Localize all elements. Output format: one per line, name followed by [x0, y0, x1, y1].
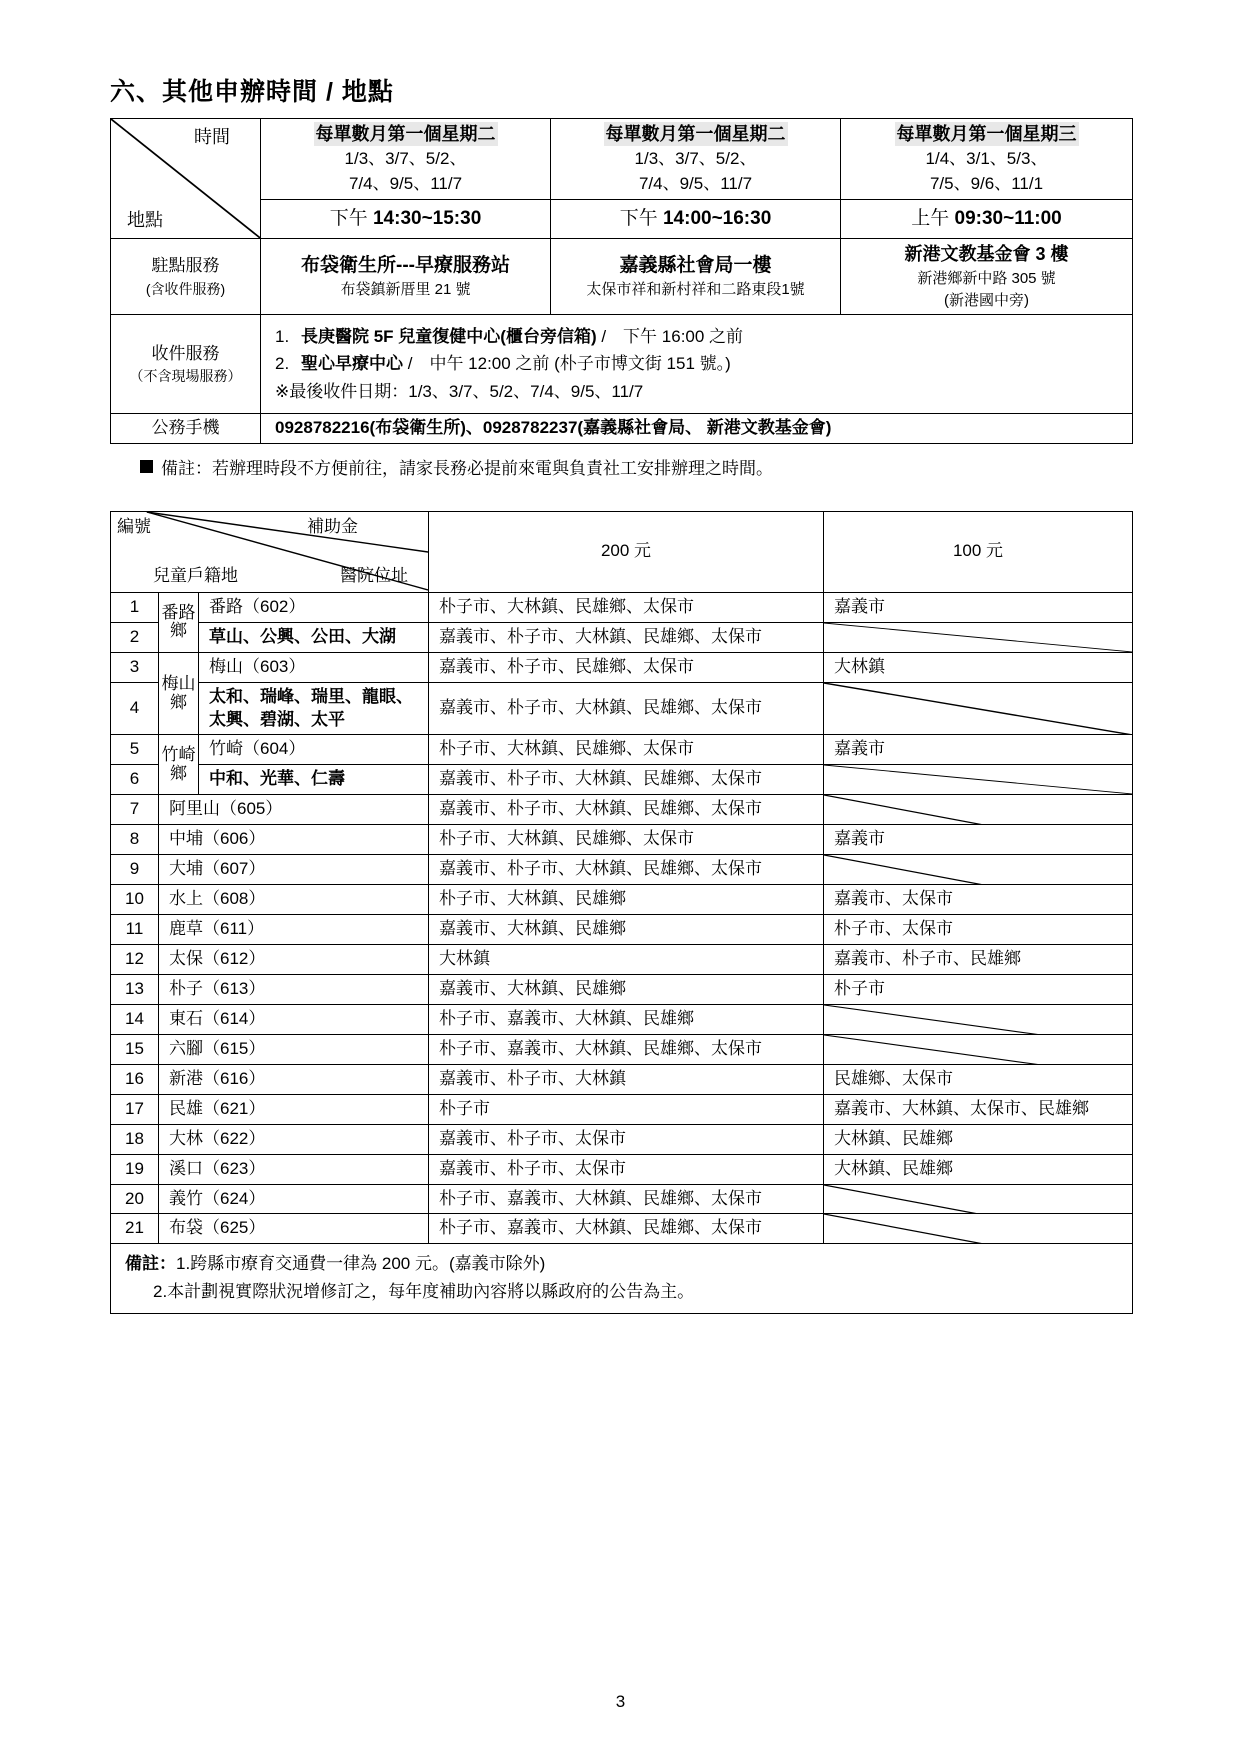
row-area: 太和、瑞峰、瑞里、龍眼、太興、碧湖、太平	[199, 682, 429, 735]
row-subsidy-200: 嘉義市、大林鎮、民雄鄉	[429, 974, 824, 1004]
table-row	[111, 1004, 1133, 1034]
table-row	[111, 622, 1133, 652]
header-amount-100: 100 元	[824, 511, 1133, 592]
table-row	[111, 1184, 1133, 1214]
schedule-dates-line2: 7/4、9/5、11/7	[348, 173, 463, 193]
row-area: 大林（622）	[159, 1124, 429, 1154]
row-subsidy-100-empty	[824, 1034, 1133, 1064]
row-subsidy-100: 嘉義市、朴子市、民雄鄉	[824, 945, 1133, 975]
row-subsidy-100-empty	[824, 1214, 1133, 1244]
table-row	[111, 238, 1133, 314]
row-area: 新港（616）	[159, 1064, 429, 1094]
row-no: 7	[111, 795, 159, 825]
row-subsidy-100: 大林鎮、民雄鄉	[824, 1124, 1133, 1154]
row-subsidy-200: 嘉義市、朴子市、大林鎮	[429, 1064, 824, 1094]
row-subsidy-100: 嘉義市	[824, 825, 1133, 855]
row-subsidy-100: 大林鎮、民雄鄉	[824, 1154, 1133, 1184]
row-area: 布袋（625）	[159, 1214, 429, 1244]
station-name: 布袋衛生所---早療服務站	[301, 254, 510, 276]
header-label-no: 編號	[117, 516, 151, 536]
receive-deadline: ※最後收件日期：1/3、3/7、5/2、7/4、9/5、11/7	[275, 381, 644, 401]
strike-diagonal-icon	[824, 1005, 1132, 1034]
row-subsidy-100-empty	[824, 1004, 1133, 1034]
schedule-heading: 每單數月第一個星期二	[314, 122, 498, 146]
row-area: 中和、光華、仁壽	[199, 765, 429, 795]
receive-item-number: 1.	[275, 327, 290, 347]
station-address: 布袋鎮新厝里 21 號	[340, 281, 471, 299]
schedule-time-1	[261, 200, 551, 239]
table-row	[111, 795, 1133, 825]
row-no: 17	[111, 1094, 159, 1124]
schedule-dates-line1: 1/3、3/7、5/2、	[634, 148, 757, 168]
row-subsidy-100: 嘉義市、大林鎮、太保市、民雄鄉	[824, 1094, 1133, 1124]
schedule-dates-line1: 1/4、3/1、5/3、	[925, 148, 1048, 168]
schedule-table	[110, 118, 1133, 444]
table-row	[111, 1214, 1133, 1244]
row-subsidy-100: 朴子市	[824, 974, 1133, 1004]
row-subsidy-200: 朴子市、嘉義市、大林鎮、民雄鄉、太保市	[429, 1214, 824, 1244]
row-subsidy-200: 嘉義市、大林鎮、民雄鄉	[429, 915, 824, 945]
row-subsidy-200: 嘉義市、朴子市、太保市	[429, 1154, 824, 1184]
station-cell-2	[551, 238, 841, 314]
strike-diagonal-icon	[824, 765, 1132, 794]
time-prefix: 下午	[329, 208, 373, 230]
row-area: 中埔（606）	[159, 825, 429, 855]
row-subsidy-100-empty	[824, 682, 1133, 735]
schedule-time-3	[841, 200, 1133, 239]
table-row	[111, 1124, 1133, 1154]
row-subsidy-100-empty	[824, 622, 1133, 652]
table-row	[111, 315, 1133, 414]
row-label-phone: 公務手機	[111, 413, 261, 443]
receive-item	[275, 350, 1122, 377]
row-no: 21	[111, 1214, 159, 1244]
time-prefix: 下午	[619, 208, 663, 230]
row-area: 義竹（624）	[159, 1184, 429, 1214]
row-subsidy-200: 嘉義市、朴子市、太保市	[429, 1124, 824, 1154]
station-service-sublabel: (含收件服務)	[145, 280, 226, 297]
row-subsidy-100: 嘉義市、太保市	[824, 885, 1133, 915]
table-row	[111, 915, 1133, 945]
row-area: 阿里山（605）	[159, 795, 429, 825]
schedule-heading: 每單數月第一個星期二	[604, 122, 788, 146]
row-no: 13	[111, 974, 159, 1004]
row-area: 民雄（621）	[159, 1094, 429, 1124]
table-row	[111, 1034, 1133, 1064]
row-no: 15	[111, 1034, 159, 1064]
footer-note-line1: 1.跨縣市療育交通費一律為 200 元。(嘉義市除外)	[176, 1254, 546, 1274]
table-row	[111, 119, 1133, 200]
row-area: 番路（602）	[199, 592, 429, 622]
station-address: 新港鄉新中路 305 號	[917, 269, 1056, 287]
schedule-col-header-2	[551, 119, 841, 200]
row-group-district: 梅山鄉	[159, 652, 199, 735]
strike-diagonal-icon	[824, 1035, 1132, 1064]
time-value: 09:30~11:00	[954, 208, 1062, 230]
row-subsidy-200: 嘉義市、朴子市、大林鎮、民雄鄉、太保市	[429, 682, 824, 735]
row-area: 太保（612）	[159, 945, 429, 975]
table-row	[111, 1154, 1133, 1184]
receive-service-details	[261, 315, 1133, 414]
time-prefix: 上午	[911, 208, 955, 230]
row-label-receive-service	[111, 315, 261, 414]
table-row	[111, 413, 1133, 443]
header-amount-200: 200 元	[429, 511, 824, 592]
row-area: 竹崎（604）	[199, 735, 429, 765]
row-subsidy-200: 嘉義市、朴子市、大林鎮、民雄鄉、太保市	[429, 855, 824, 885]
row-subsidy-200: 大林鎮	[429, 945, 824, 975]
table-row	[111, 765, 1133, 795]
row-no: 11	[111, 915, 159, 945]
row-no: 18	[111, 1124, 159, 1154]
remark-text: 備註：若辦理時段不方便前往，請家長務必提前來電與負責社工安排辦理之時間。	[161, 458, 773, 478]
row-no: 3	[111, 652, 159, 682]
table-row	[111, 825, 1133, 855]
row-no: 4	[111, 682, 159, 735]
row-subsidy-200: 嘉義市、朴子市、大林鎮、民雄鄉、太保市	[429, 765, 824, 795]
table-row	[111, 682, 1133, 735]
schedule-time-2	[551, 200, 841, 239]
receive-item-number: 2.	[275, 354, 290, 374]
row-area: 東石（614）	[159, 1004, 429, 1034]
strike-diagonal-icon	[824, 795, 1132, 824]
row-no: 10	[111, 885, 159, 915]
schedule-dates-line2: 7/4、9/5、11/7	[638, 173, 753, 193]
strike-diagonal-icon	[824, 623, 1132, 652]
remark-line	[140, 454, 1141, 479]
table-row	[111, 511, 1133, 592]
row-no: 14	[111, 1004, 159, 1034]
receive-item-bold: 聖心早療中心	[301, 354, 403, 374]
row-area: 鹿草（611）	[159, 915, 429, 945]
station-service-label: 駐點服務	[151, 256, 220, 276]
station-name: 新港文教基金會 3 樓	[904, 243, 1069, 264]
row-no: 20	[111, 1184, 159, 1214]
footer-note-label: 備註：	[125, 1254, 176, 1274]
header-label-subsidy: 補助金	[307, 516, 359, 536]
schedule-col-header-3	[841, 119, 1133, 200]
receive-item	[275, 323, 1122, 350]
subsidy-footer-note	[111, 1244, 1133, 1313]
row-subsidy-200: 朴子市、嘉義市、大林鎮、民雄鄉、太保市	[429, 1034, 824, 1064]
row-subsidy-200: 朴子市、大林鎮、民雄鄉、太保市	[429, 735, 824, 765]
square-bullet-icon	[140, 460, 153, 473]
row-subsidy-100-empty	[824, 1184, 1133, 1214]
row-no: 12	[111, 945, 159, 975]
table-row	[111, 592, 1133, 622]
row-area: 草山、公興、公田、大湖	[199, 622, 429, 652]
row-no: 2	[111, 622, 159, 652]
row-no: 19	[111, 1154, 159, 1184]
schedule-corner-cell	[111, 119, 261, 239]
row-area: 梅山（603）	[199, 652, 429, 682]
station-cell-3	[841, 238, 1133, 314]
row-area: 水上（608）	[159, 885, 429, 915]
row-subsidy-200: 朴子市	[429, 1094, 824, 1124]
row-label-station-service	[111, 238, 261, 314]
row-no: 8	[111, 825, 159, 855]
schedule-col-header-1	[261, 119, 551, 200]
table-row	[111, 735, 1133, 765]
row-no: 9	[111, 855, 159, 885]
station-cell-1	[261, 238, 551, 314]
row-group-district: 番路鄉	[159, 592, 199, 652]
receive-item-rest: / 下午 16:00 之前	[596, 327, 744, 347]
row-subsidy-100-empty	[824, 795, 1133, 825]
receive-service-sublabel: （不含現場服務）	[129, 368, 242, 385]
time-value: 14:00~16:30	[662, 208, 772, 230]
label-place: 地點	[127, 209, 163, 230]
row-subsidy-100: 朴子市、太保市	[824, 915, 1133, 945]
row-area: 大埔（607）	[159, 855, 429, 885]
strike-diagonal-icon	[824, 683, 1132, 735]
row-group-district: 竹崎鄉	[159, 735, 199, 795]
row-subsidy-200: 朴子市、嘉義市、大林鎮、民雄鄉	[429, 1004, 824, 1034]
table-row	[111, 945, 1133, 975]
table-row	[111, 652, 1133, 682]
page-number: 3	[615, 1692, 626, 1711]
strike-diagonal-icon	[824, 855, 1132, 884]
table-row	[111, 1244, 1133, 1313]
schedule-dates-line2: 7/5、9/6、11/1	[929, 173, 1044, 193]
row-subsidy-200: 嘉義市、朴子市、大林鎮、民雄鄉、太保市	[429, 622, 824, 652]
row-no: 6	[111, 765, 159, 795]
table-row	[111, 1094, 1133, 1124]
station-address: 太保市祥和新村祥和二路東段1號	[586, 281, 805, 299]
table-row	[111, 885, 1133, 915]
subsidy-table	[110, 511, 1133, 1314]
row-no: 16	[111, 1064, 159, 1094]
phone-numbers: 0928782216(布袋衛生所)、0928782237(嘉義縣社會局、 新港文教基金會)	[261, 413, 1133, 443]
table-row	[111, 1064, 1133, 1094]
strike-diagonal-icon	[824, 1185, 1132, 1214]
row-area: 朴子（613）	[159, 974, 429, 1004]
station-address-note: (新港國中旁)	[944, 292, 1029, 310]
row-subsidy-100-empty	[824, 855, 1133, 885]
station-name: 嘉義縣社會局一樓	[619, 254, 772, 276]
row-subsidy-100-empty	[824, 765, 1133, 795]
row-subsidy-100: 嘉義市	[824, 735, 1133, 765]
label-time: 時間	[194, 127, 230, 147]
row-no: 5	[111, 735, 159, 765]
receive-item-rest: / 中午 12:00 之前 (朴子市博文街 151 號。)	[403, 354, 731, 374]
row-subsidy-200: 嘉義市、朴子市、民雄鄉、太保市	[429, 652, 824, 682]
row-subsidy-200: 朴子市、大林鎮、民雄鄉、太保市	[429, 825, 824, 855]
schedule-dates-line1: 1/3、3/7、5/2、	[344, 148, 467, 168]
header-label-hospital: 醫院位址	[340, 565, 409, 585]
row-area: 六腳（615）	[159, 1034, 429, 1064]
schedule-heading: 每單數月第一個星期三	[895, 122, 1079, 146]
receive-item-bold: 長庚醫院 5F 兒童復健中心(櫃台旁信箱)	[301, 327, 597, 347]
table-row	[111, 855, 1133, 885]
row-area: 溪口（623）	[159, 1154, 429, 1184]
row-subsidy-100: 民雄鄉、太保市	[824, 1064, 1133, 1094]
subsidy-corner-cell	[111, 511, 429, 592]
row-subsidy-200: 嘉義市、朴子市、大林鎮、民雄鄉、太保市	[429, 795, 824, 825]
row-subsidy-200: 朴子市、嘉義市、大林鎮、民雄鄉、太保市	[429, 1184, 824, 1214]
row-no: 1	[111, 592, 159, 622]
strike-diagonal-icon	[824, 1214, 1132, 1243]
page-title: 六、其他申辦時間 / 地點	[110, 78, 394, 106]
receive-service-label: 收件服務	[151, 343, 220, 363]
row-subsidy-200: 朴子市、大林鎮、民雄鄉	[429, 885, 824, 915]
time-value: 14:30~15:30	[372, 208, 482, 230]
table-row	[111, 974, 1133, 1004]
table-row	[111, 200, 1133, 239]
header-label-household: 兒童戶籍地	[153, 565, 238, 585]
row-subsidy-100: 嘉義市	[824, 592, 1133, 622]
row-subsidy-200: 朴子市、大林鎮、民雄鄉、太保市	[429, 592, 824, 622]
footer-note-line2: 2.本計劃視實際狀況增修訂之，每年度補助內容將以縣政府的公告為主。	[153, 1281, 695, 1301]
row-subsidy-100: 大林鎮	[824, 652, 1133, 682]
